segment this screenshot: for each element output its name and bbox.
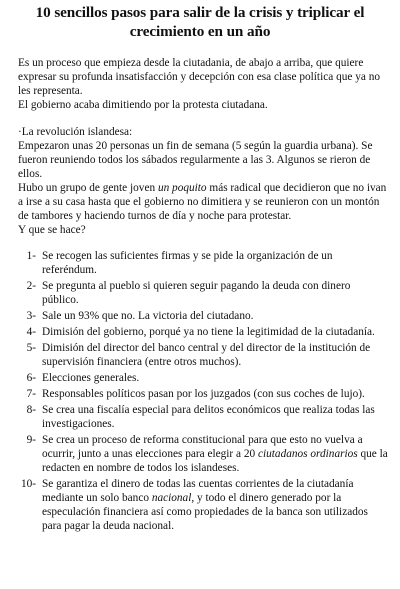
list-item [12, 371, 388, 385]
step-text: Sale un 93% que no. La victoria del ciutadano. [42, 310, 254, 322]
step-number: 8- [26, 404, 36, 416]
intro-section [12, 56, 388, 112]
step-text: Se pregunta al pueblo si quieren seguir pagando la deuda con dinero público. [42, 280, 351, 306]
list-item [12, 325, 388, 339]
step-text: Elecciones generales. [42, 372, 140, 384]
revolution-section [12, 125, 388, 237]
text-span: Se crea un proceso de reforma constitucional para que esto no vuelva a ocurrir, junto a unas elecciones para elegir a 20 [42, 434, 363, 460]
text-span: Se garantiza el dinero de todas las cuentas corrientes de la ciutadanía mediante un solo banco [42, 478, 354, 504]
step-number: 6- [26, 372, 36, 384]
text-span: más radical que decidieron que no ivan a irse a su casa hasta que el gobierno no dimitiera y se reunieron con un montón de tambores y haciendo turnos de día y noche para protestar. [18, 182, 387, 222]
revolution-paragraph-2 [18, 181, 388, 223]
list-item [12, 309, 388, 323]
question-line: Y que se hace? [18, 224, 86, 236]
step-text: Dimisión del director del banco central y del director de la institución de supervisión financiera (entre otros muchos). [42, 342, 371, 368]
list-item [12, 433, 388, 475]
step-number: 3- [26, 310, 36, 322]
list-item [12, 477, 388, 533]
step-text [42, 477, 388, 533]
section-heading: ·La revolución islandesa: [18, 126, 133, 138]
list-item [12, 341, 388, 369]
emphasis-text: un poquito [157, 182, 207, 194]
document-title: 10 sencillos pasos para salir de la crisis y triplicar el crecimiento en un año [35, 4, 365, 40]
step-text [42, 433, 388, 475]
step-text: Se crea una fiscalía especial para delitos económicos que realiza todas las investigaciones. [42, 404, 375, 430]
text-span: que la redacten en nombre de todos los islandeses. [42, 448, 388, 474]
step-number: 10- [20, 478, 36, 490]
emphasis-text: nacional [151, 492, 192, 504]
text-span: , y todo el dinero generado por la especulación financiera así como propiedades de la banca son utilizados para pagar la deuda nacional. [42, 492, 368, 532]
step-text: Se recogen las suficientes firmas y se pide la organización de un referéndum. [42, 250, 333, 276]
step-text: Responsables políticos pasan por los juzgados (con sus coches de lujo). [42, 388, 365, 400]
list-item [12, 279, 388, 307]
step-number: 5- [26, 342, 36, 354]
step-text: Dimisión del gobierno, porqué ya no tiene la legitimidad de la ciutadanía. [42, 326, 375, 338]
revolution-paragraph: Empezaron unas 20 personas un fin de semana (5 según la guardia urbana). Se fueron reuniendo todos los sábados regularmente a las 3. Algunos se rieron de ellos. [18, 140, 373, 180]
intro-paragraph: Es un proceso que empieza desde la ciutadania, de abajo a arriba, que quiere expresar su profunda insatisfacción y decepción con esa clase política que ya no les representa. [18, 57, 380, 97]
intro-paragraph: El gobierno acaba dimitiendo por la protesta ciutadana. [18, 99, 268, 111]
emphasis-text: ciutadanos ordinarios [257, 448, 358, 460]
step-number: 2- [26, 280, 36, 292]
step-number: 7- [26, 388, 36, 400]
step-number: 1- [26, 250, 36, 262]
text-span: Hubo un grupo de gente joven [18, 182, 158, 194]
list-item [12, 403, 388, 431]
list-item [12, 249, 388, 277]
step-number: 4- [26, 326, 36, 338]
list-item [12, 387, 388, 401]
step-number: 9- [26, 434, 36, 446]
steps-list [12, 249, 388, 533]
